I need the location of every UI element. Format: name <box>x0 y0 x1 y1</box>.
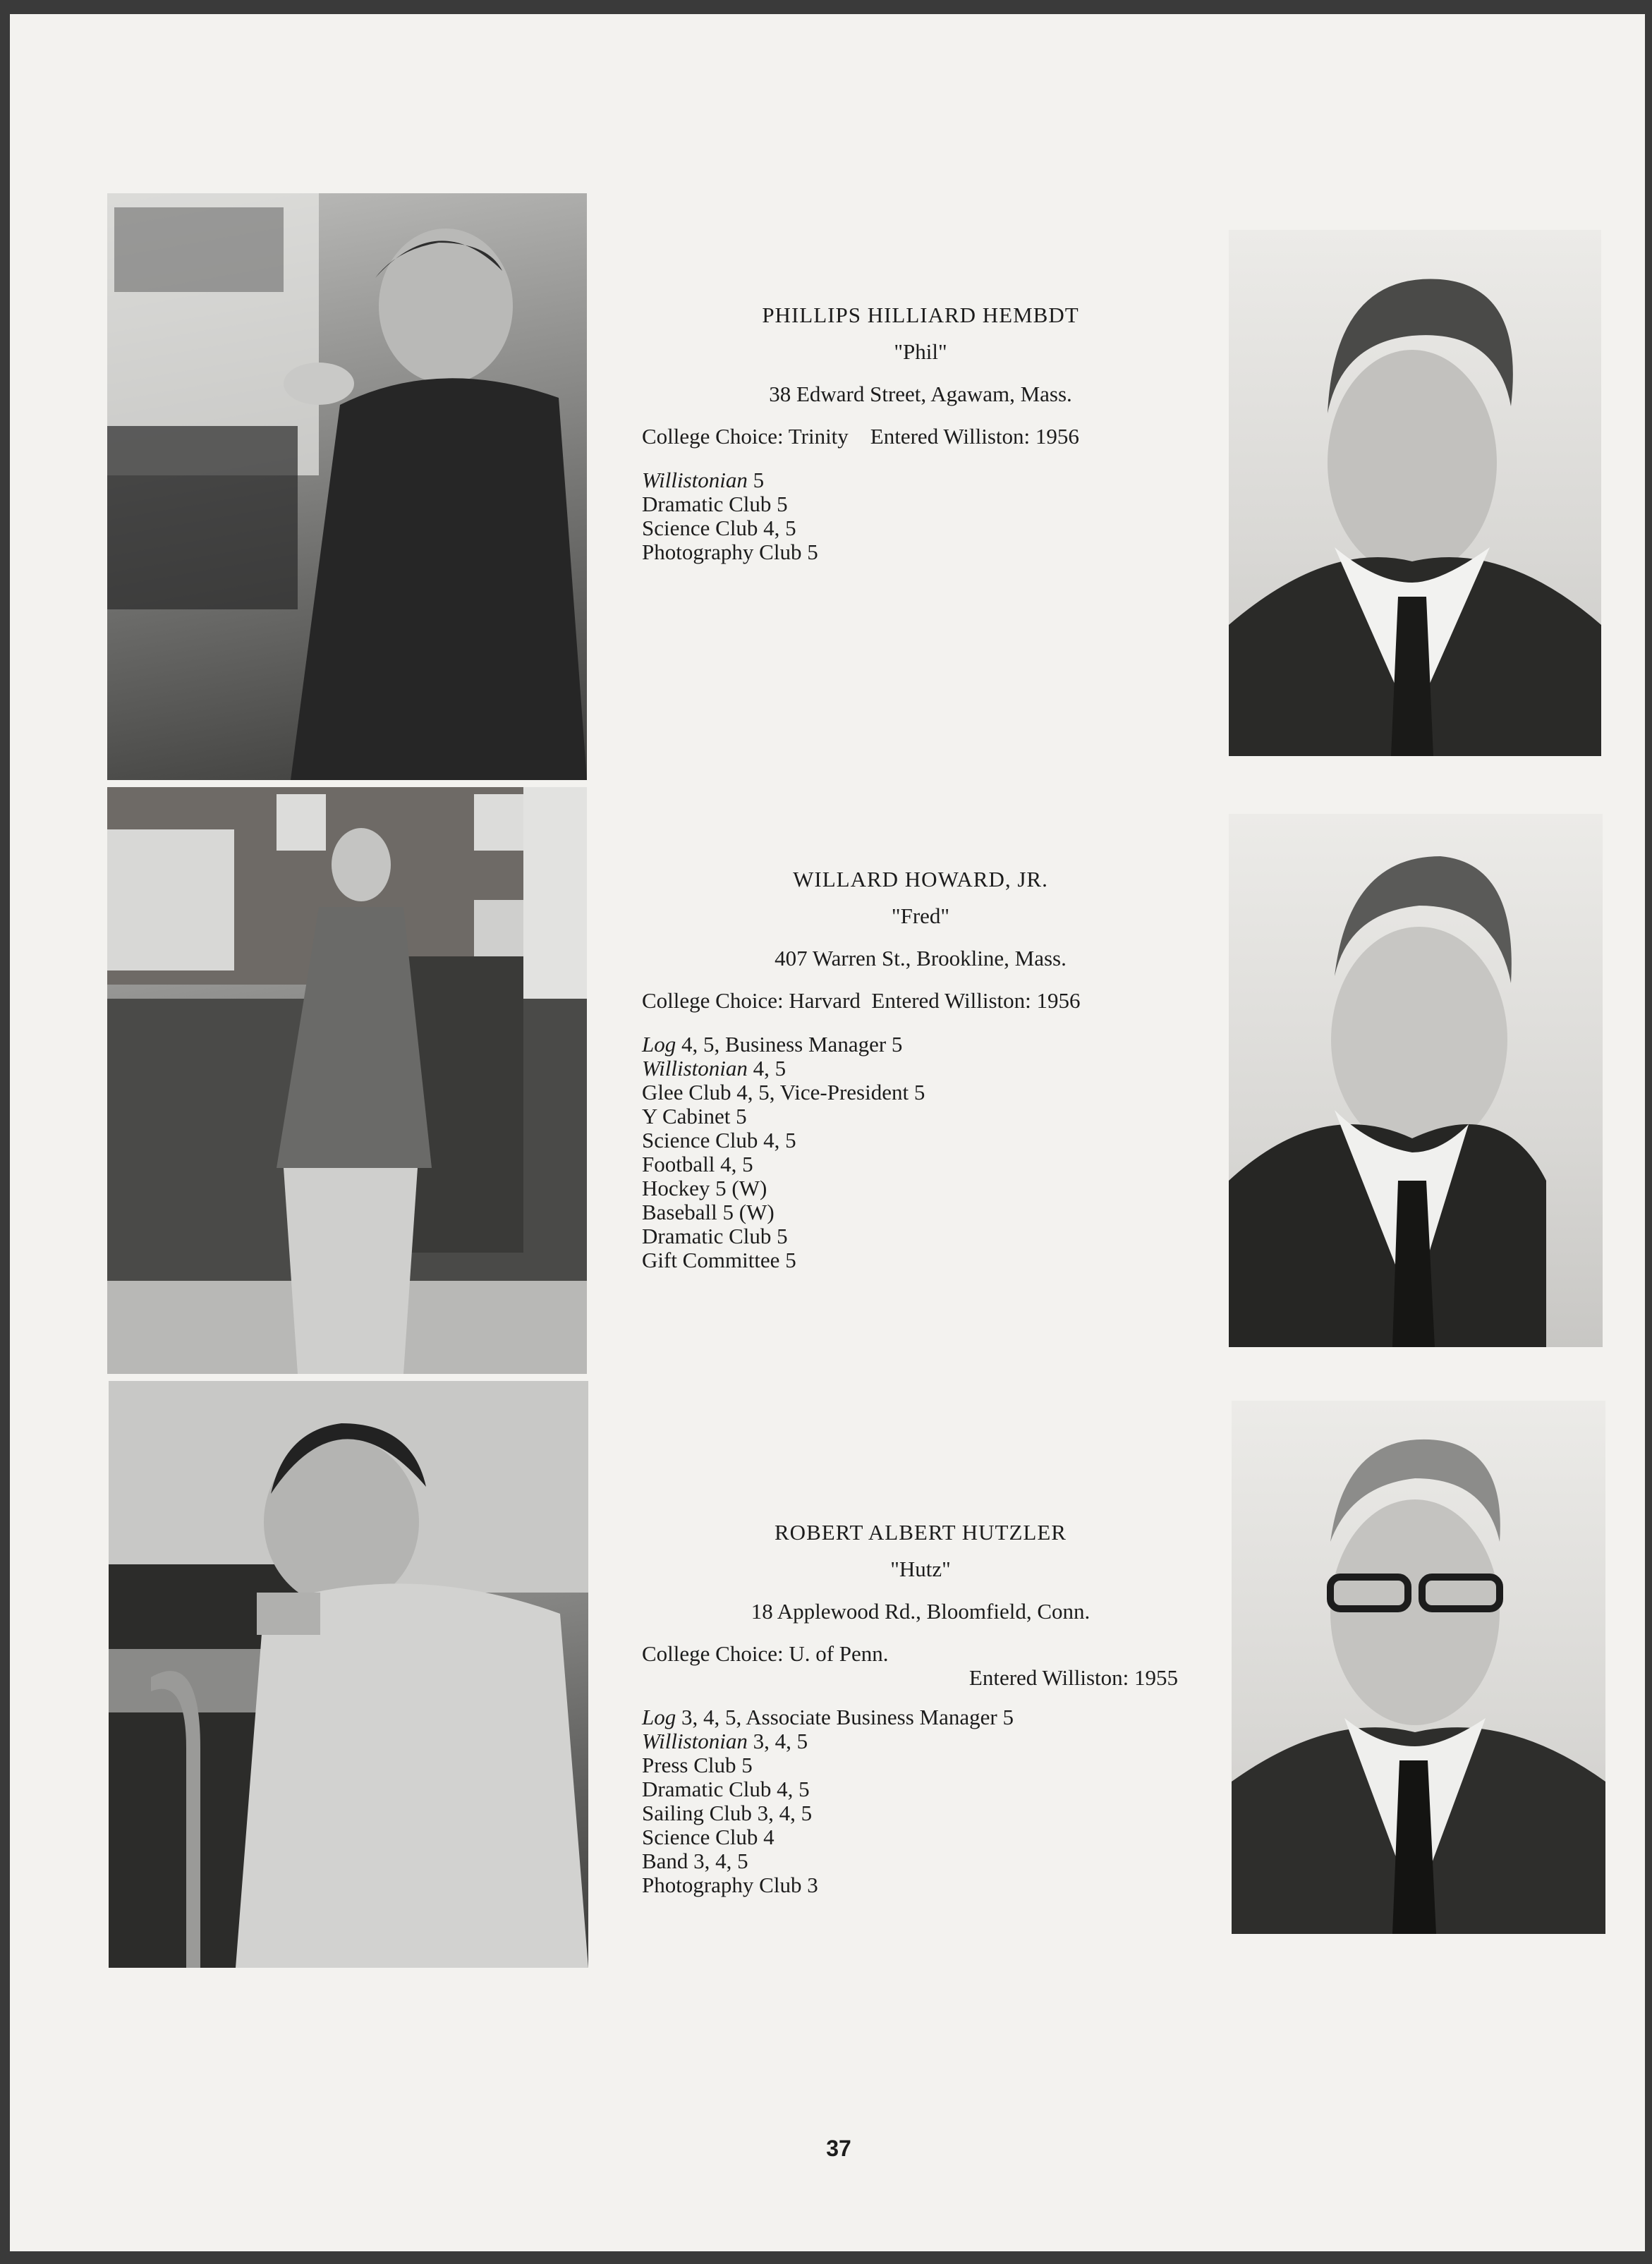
student-address: 38 Edward Street, Agawam, Mass. <box>769 382 1072 406</box>
student-entry-3 <box>642 1521 1199 1897</box>
activity-item: Sailing Club 3, 4, 5 <box>642 1801 813 1825</box>
activity-item: Willistonian 3, 4, 5 <box>642 1729 808 1753</box>
activity-item: Science Club 4, 5 <box>642 1128 796 1152</box>
activity-item: Gift Committee 5 <box>642 1248 796 1272</box>
college-choice: College Choice: Harvard <box>642 988 861 1013</box>
activity-item: Glee Club 4, 5, Vice-President 5 <box>642 1080 925 1104</box>
portrait-photo-howard <box>1229 814 1603 1347</box>
student-name: ROBERT ALBERT HUTZLER <box>775 1520 1067 1545</box>
activity-item: Log 4, 5, Business Manager 5 <box>642 1032 903 1057</box>
college-choice: College Choice: Trinity <box>642 424 849 449</box>
college-choice-line <box>642 989 1199 1013</box>
college-choice-line: College Choice: U. of Penn. <box>642 1641 889 1666</box>
entered-williston: Entered Williston: 1955 <box>968 1665 1178 1690</box>
activity-item: Hockey 5 (W) <box>642 1176 767 1200</box>
page-number: 37 <box>826 2136 851 2161</box>
candid-photo-hembdt <box>107 193 587 780</box>
student-address: 407 Warren St., Brookline, Mass. <box>775 946 1067 970</box>
activities-list <box>642 1705 1199 1897</box>
student-entry-1 <box>642 303 1199 564</box>
activity-item: Willistonian 5 <box>642 468 765 492</box>
entered-williston: Entered Williston: 1956 <box>871 988 1081 1013</box>
yearbook-page <box>10 14 1645 2251</box>
portrait-photo-hembdt <box>1229 230 1601 756</box>
student-nickname: "Hutz" <box>890 1557 951 1581</box>
activities-list <box>642 1033 1199 1272</box>
activity-item: Baseball 5 (W) <box>642 1200 775 1224</box>
activity-item: Band 3, 4, 5 <box>642 1849 748 1873</box>
activity-item: Dramatic Club 5 <box>642 1224 788 1248</box>
activity-item: Science Club 4, 5 <box>642 516 796 540</box>
activity-item: Photography Club 3 <box>642 1873 818 1897</box>
entered-williston: Entered Williston: 1956 <box>870 424 1079 449</box>
student-nickname: "Fred" <box>891 903 950 928</box>
student-name: WILLARD HOWARD, JR. <box>793 867 1048 891</box>
college-choice-line <box>642 425 1199 449</box>
activity-item: Dramatic Club 4, 5 <box>642 1777 810 1801</box>
activity-item: Football 4, 5 <box>642 1152 753 1176</box>
candid-photo-hutzler <box>109 1381 588 1968</box>
activity-item: Dramatic Club 5 <box>642 492 788 516</box>
activities-list <box>642 468 1199 564</box>
portrait-photo-hutzler <box>1232 1401 1605 1934</box>
student-entry-2 <box>642 868 1199 1272</box>
activity-item: Science Club 4 <box>642 1825 775 1849</box>
activity-item: Press Club 5 <box>642 1753 753 1777</box>
activity-item: Y Cabinet 5 <box>642 1104 747 1128</box>
activity-item: Photography Club 5 <box>642 540 818 564</box>
activity-item: Willistonian 4, 5 <box>642 1056 786 1081</box>
student-name: PHILLIPS HILLIARD HEMBDT <box>762 303 1079 327</box>
activity-item: Log 3, 4, 5, Associate Business Manager 5 <box>642 1705 1014 1729</box>
candid-photo-howard <box>107 787 587 1374</box>
student-address: 18 Applewood Rd., Bloomfield, Conn. <box>751 1599 1091 1624</box>
student-nickname: "Phil" <box>894 339 947 364</box>
